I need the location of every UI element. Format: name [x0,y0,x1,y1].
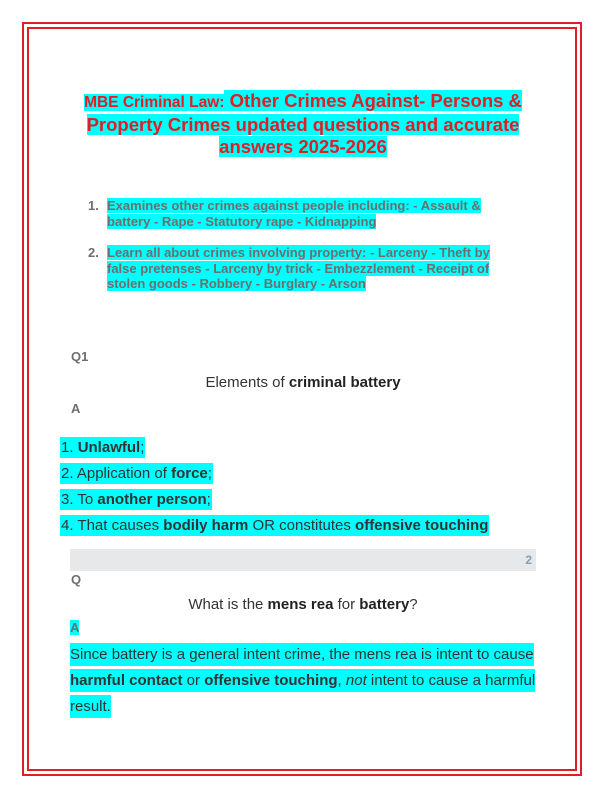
question-2-post: ? [409,596,418,613]
answer-item-bold: Unlawful [77,439,141,456]
answer-2-bold: harmful contact [70,672,183,689]
answer-item [60,514,489,540]
answer-item-text: ; [140,439,145,456]
question-1-pre: Elements of [205,374,289,391]
answer-item-number: 4. [61,517,74,534]
answer-item [60,462,489,488]
intro-item-number: 1. [88,198,99,213]
answer-1-list [60,436,489,540]
answer-item-text: Application of [73,465,172,482]
question-2-bold: mens rea [267,596,334,613]
answer-2-text: intent to cause a harmful result. [70,672,536,715]
answer-2-text: , [337,672,346,689]
answer-1-label: A [71,401,81,416]
answer-item-number: 3. [61,491,74,508]
answer-item-bold: another person [97,491,207,508]
question-2-mid: for [333,596,360,613]
page-break-bar [70,549,536,571]
intro-item-text: Learn all about crimes involving property: - Larceny - Theft by false pretenses - Larceny by trick - Embezzlement - Receipt of stolen goods - Robbery - Burglary - Arson [107,245,490,291]
answer-2-text: or [182,672,205,689]
answer-item [60,488,489,514]
question-2-label: Q [71,572,82,587]
answer-2-italic: not [345,672,367,689]
answer-2-text: Since battery is a general intent crime, the mens rea is intent to cause [70,646,534,663]
intro-item-text: Examines other crimes against people including: - Assault & battery - Rape - Statutory rape - Kidnapping [107,198,481,229]
question-2-text [60,596,546,613]
question-1-bold: criminal battery [288,374,401,391]
title-part-1: MBE Criminal Law: [84,94,225,111]
answer-item-text: That causes [73,517,164,534]
answer-item-text: To [73,491,98,508]
answer-item-bold: force [171,465,208,482]
answer-item-number: 1. [61,439,74,456]
document-title [60,90,546,158]
answer-item-text: OR constitutes [248,517,356,534]
answer-2-label [70,620,79,635]
intro-item-number: 2. [88,245,99,260]
title-part-2: Other Crimes Against- Persons & Property Crimes updated questions and accurate answers 2025-2026 [86,90,522,157]
page-number: 2 [525,553,532,567]
question-1-label: Q1 [71,349,89,364]
answer-item [60,436,489,462]
intro-item [88,198,518,229]
answer-item-bold: offensive touching [355,517,489,534]
intro-list [88,198,518,308]
answer-2-bold: offensive touching [204,672,338,689]
answer-item-bold: bodily harm [163,517,249,534]
intro-item [88,245,518,292]
answer-item-text: ; [206,491,211,508]
answer-2-paragraph [70,642,540,720]
question-1-text [60,374,546,391]
answer-2-label-text: A [70,620,80,635]
question-2-bold: battery [359,596,410,613]
question-2-pre: What is the [188,596,268,613]
answer-item-number: 2. [61,465,74,482]
answer-item-text: ; [207,465,212,482]
